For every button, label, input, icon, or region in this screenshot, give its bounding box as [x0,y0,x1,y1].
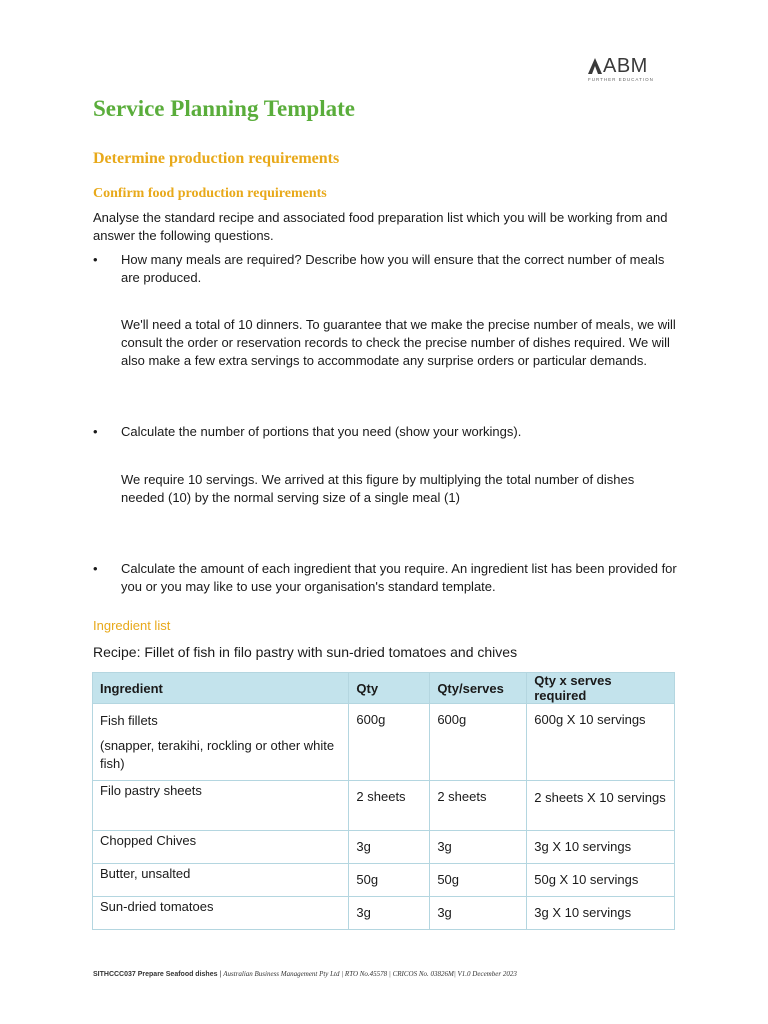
required-cell: 3g X 10 servings [527,831,675,864]
qty-serves-cell: 2 sheets [430,781,527,831]
header-qty: Qty [349,673,430,704]
qty-cell: 3g [349,897,430,930]
bullet-marker: • [93,252,98,267]
table-row [93,897,675,930]
qty-cell: 600g [349,704,430,781]
question-1: How many meals are required? Describe how you will ensure that the correct number of meals are produced. [121,252,665,285]
ingredient-cell: Sun-dried tomatoes [93,897,349,930]
table-row [93,704,675,781]
table-row [93,831,675,864]
recipe-label: Recipe: Fillet of fish in filo pastry with sun-dried tomatoes and chives [93,644,518,660]
question-2: Calculate the number of portions that you need (show your workings). [121,424,522,439]
ingredient-list-heading: Ingredient list [93,618,171,633]
ingredient-note: (snapper, terakihi, rockling or other white fish) [100,738,335,771]
required-cell: 3g X 10 servings [527,897,675,930]
question-3: Calculate the amount of each ingredient that you require. An ingredient list has been provided for you or you may like to use your organisation's standard template. [121,561,677,594]
footer-unit-code: SITHCCC037 Prepare Seafood dishes [93,971,218,978]
subsection-heading: Confirm food production requirements [93,186,327,201]
abm-logo [588,56,660,86]
answer-1: We'll need a total of 10 dinners. To guarantee that we make the precise number of meals, we will consult the order or reservation records to check the precise number of dishes required. We will also make a few extra servings to accommodate any surprise orders or particular demands. [121,317,676,368]
footer-separator: | [217,971,224,978]
qty-serves-cell: 600g [430,704,527,781]
footer-details: Australian Business Management Pty Ltd | RTO No.45578 | CRICOS No. 03826M| V1.0 December 2023 [223,970,517,978]
table-row [93,864,675,897]
ingredient-table [92,672,675,930]
qty-serves-cell: 50g [430,864,527,897]
ingredient-cell: Filo pastry sheets [93,781,349,831]
header-qty-serves: Qty/serves [430,673,527,704]
qty-cell: 50g [349,864,430,897]
page-footer [93,970,517,978]
qty-cell: 3g [349,831,430,864]
qty-serves-cell: 3g [430,897,527,930]
required-cell: 600g X 10 servings [527,704,675,781]
intro-paragraph: Analyse the standard recipe and associated food preparation list which you will be working from and answer the following questions. [93,210,668,243]
page-title: Service Planning Template [93,96,355,121]
bullet-marker: • [93,561,98,576]
abm-logo-icon [588,58,602,74]
answer-2: We require 10 servings. We arrived at this figure by multiplying the total number of dishes needed (10) by the normal serving size of a single meal (1) [121,472,635,505]
required-cell: 50g X 10 servings [527,864,675,897]
logo-text: ABM [603,55,648,77]
qty-cell: 2 sheets [349,781,430,831]
ingredient-name: Fish fillets [100,713,158,728]
ingredient-cell: Chopped Chives [93,831,349,864]
logo-subtitle: FURTHER EDUCATION [588,77,654,82]
ingredient-cell: Butter, unsalted [93,864,349,897]
bullet-marker: • [93,424,98,439]
section-heading: Determine production requirements [93,150,340,167]
ingredient-cell [93,704,349,781]
required-cell: 2 sheets X 10 servings [527,781,675,831]
header-qty-x-serves: Qty x serves required [527,673,675,704]
table-row [93,781,675,831]
header-ingredient: Ingredient [93,673,349,704]
table-header-row [93,673,675,704]
qty-serves-cell: 3g [430,831,527,864]
